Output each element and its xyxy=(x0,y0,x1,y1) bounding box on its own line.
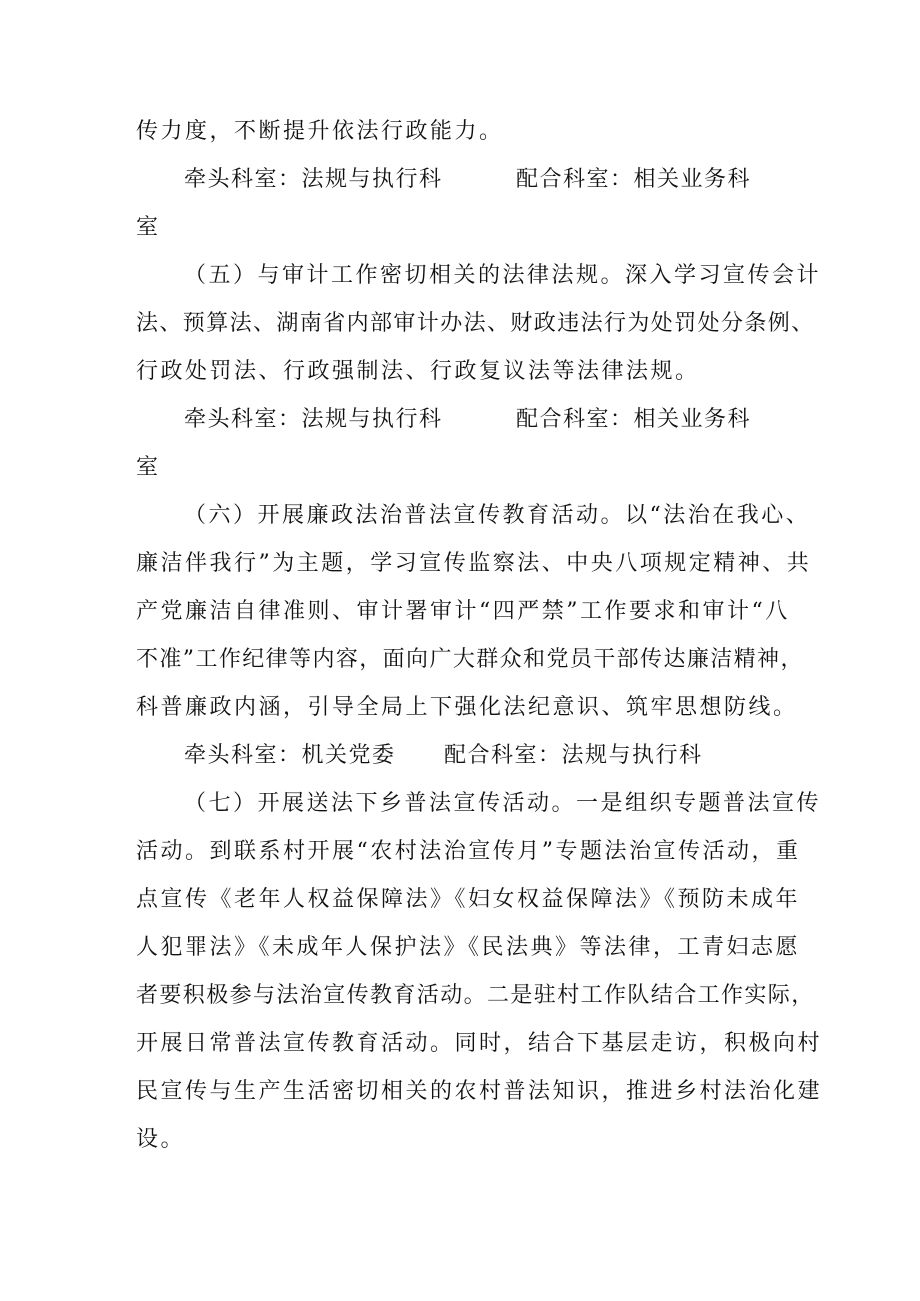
paragraph-5-line-3: 行政处罚法、行政强制法、行政复议法等法律法规。 xyxy=(136,359,700,384)
paragraph-7-line-4: 人犯罪法》《未成年人保护法》《民法典》等法律，工青妇志愿 xyxy=(136,935,801,960)
p5-assist-department-wrap: 室 xyxy=(136,455,161,480)
paragraph-6-line-2: 廉洁伴我行”为主题，学习宣传监察法、中央八项规定精神、共 xyxy=(136,551,812,576)
p5-assist-department: 配合科室：相关业务科 xyxy=(516,407,752,432)
p4-assist-department-wrap: 室 xyxy=(136,215,161,240)
p6-assist-department: 配合科室：法规与执行科 xyxy=(444,743,703,768)
p6-lead-department: 牵头科室：机关党委 xyxy=(184,743,396,768)
paragraph-7-line-3: 点宣传《老年人权益保障法》《妇女权益保障法》《预防未成年 xyxy=(136,887,801,912)
paragraph-6-line-5: 科普廉政内涵，引导全局上下强化法纪意识、筑牢思想防线。 xyxy=(136,695,798,720)
paragraph-7-line-6: 开展日常普法宣传教育活动。同时，结合下基层走访，积极向村 xyxy=(136,1031,823,1056)
paragraph-6-line-4: 不准”工作纪律等内容，面向广大群众和党员干部传达廉洁精神， xyxy=(136,647,804,672)
paragraph-7-line-1: （七）开展送法下乡普法宣传活动。一是组织专题普法宣传 xyxy=(184,791,822,816)
paragraph-7-line-2: 活动。到联系村开展“农村法治宣传月”专题法治宣传活动，重 xyxy=(136,839,801,864)
paragraph-4-tail: 传力度，不断提升依法行政能力。 xyxy=(136,119,504,144)
p5-lead-department: 牵头科室：法规与执行科 xyxy=(184,407,443,432)
p4-assist-department: 配合科室：相关业务科 xyxy=(516,167,752,192)
paragraph-7-line-5: 者要积极参与法治宣传教育活动。二是驻村工作队结合工作实际， xyxy=(136,983,815,1008)
paragraph-5-line-1: （五）与审计工作密切相关的法律法规。深入学习宣传会计 xyxy=(184,263,822,288)
paragraph-5-line-2: 法、预算法、湖南省内部审计办法、财政违法行为处罚处分条例、 xyxy=(136,311,815,336)
paragraph-6-line-3: 产党廉洁自律准则、审计署审计“四严禁”工作要求和审计“八 xyxy=(136,599,790,624)
paragraph-6-line-1: （六）开展廉政法治普法宣传教育活动。以“法治在我心、 xyxy=(184,503,811,528)
paragraph-7-line-7: 民宣传与生产生活密切相关的农村普法知识，推进乡村法治化建 xyxy=(136,1079,823,1104)
paragraph-7-line-8: 设。 xyxy=(136,1127,186,1152)
p4-lead-department: 牵头科室：法规与执行科 xyxy=(184,167,443,192)
